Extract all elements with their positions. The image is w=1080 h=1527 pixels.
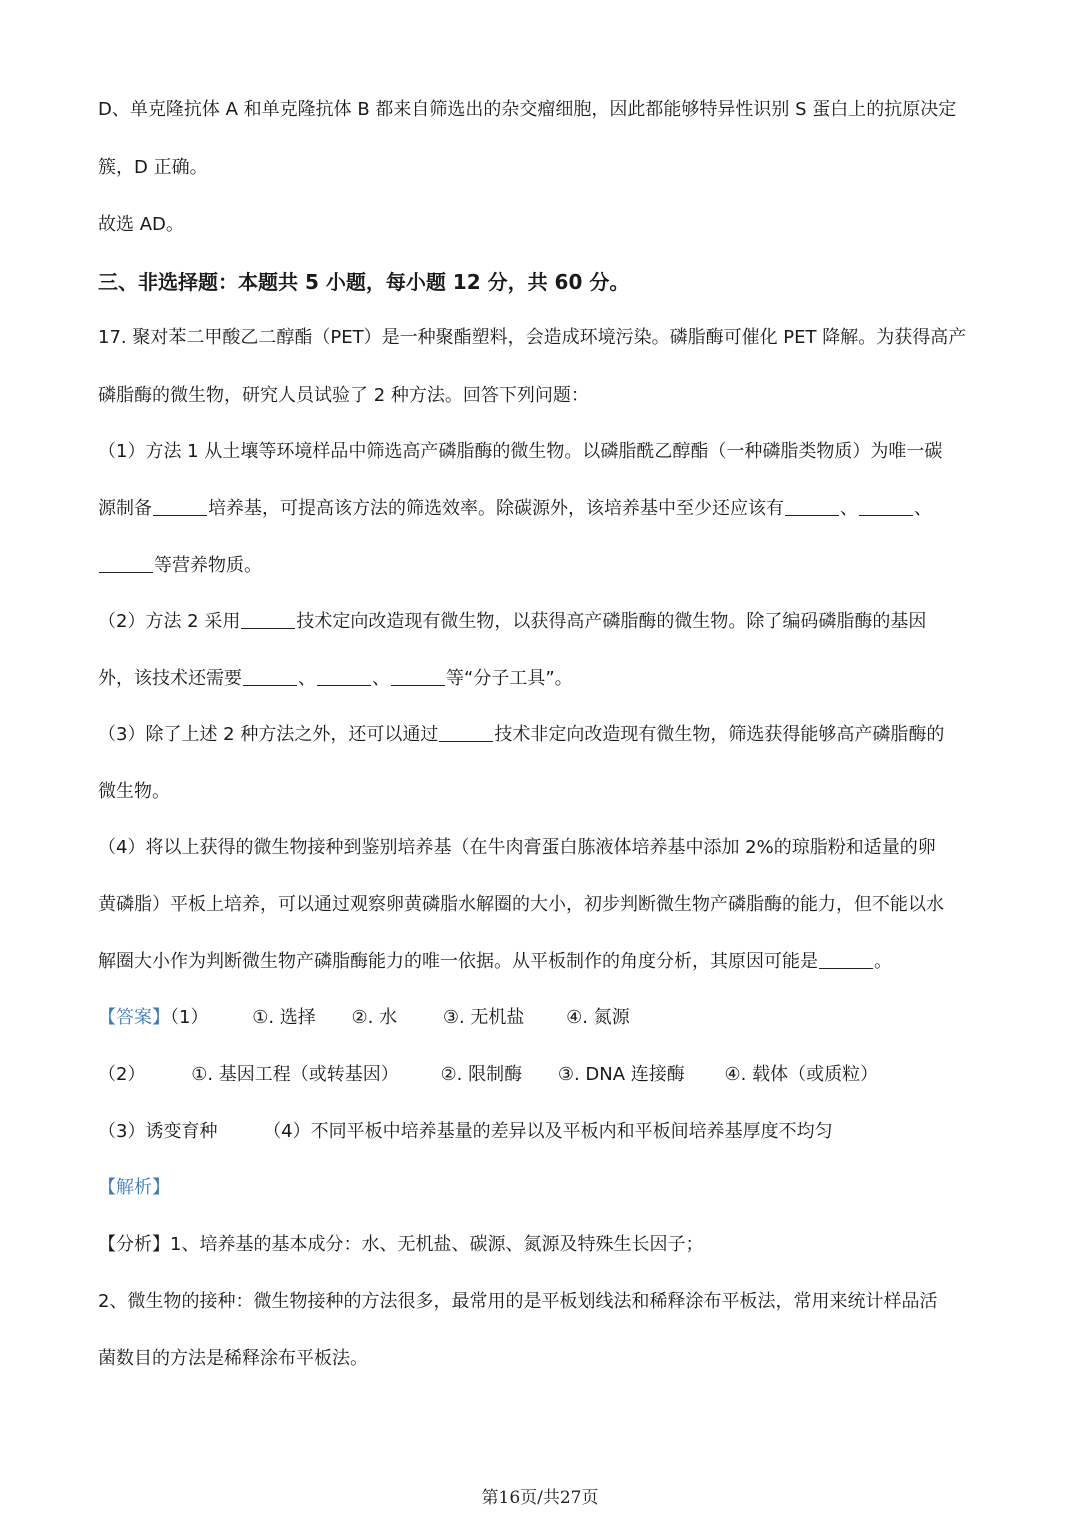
answer-1-number: （1） <box>170 1007 209 1028</box>
answer-3: （3）诱变育种 <box>98 1121 218 1142</box>
part-1-text-d: 、 <box>914 498 932 519</box>
part-4-line-3 <box>98 950 988 974</box>
answer-blank <box>819 950 873 969</box>
answer-2-item: ④. 载体（或质粒） <box>724 1064 879 1085</box>
answer-line-3 <box>98 1120 988 1144</box>
section-heading: 三、非选择题：本题共 5 小题，每小题 12 分，共 60 分。 <box>98 270 630 294</box>
analysis-line-1: 【分析】1、培养基的基本成分：水、无机盐、碳源、氮源及特殊生长因子； <box>98 1234 704 1255</box>
answer-2-item: ①. 基因工程（或转基因） <box>191 1064 399 1085</box>
answer-line-2 <box>98 1063 988 1087</box>
option-d-line-1: D、单克隆抗体 A 和单克隆抗体 B 都来自筛选出的杂交瘤细胞，因此都能够特异性识别 S 蛋白上的抗原决定 <box>98 99 957 120</box>
part-3-line-2: 微生物。 <box>98 781 170 802</box>
part-2-text-d: 、 <box>298 668 316 689</box>
answer-blank <box>391 667 445 686</box>
choose-ad: 故选 AD。 <box>98 214 184 235</box>
question-17-line-2: 磷脂酶的微生物，研究人员试验了 2 种方法。回答下列问题： <box>98 385 589 406</box>
answer-blank <box>241 610 295 629</box>
part-2-text-c: 外，该技术还需要 <box>98 668 242 689</box>
question-17-line-1: 17. 聚对苯二甲酸乙二醇酯（PET）是一种聚酯塑料，会造成环境污染。磷脂酶可催化 PET 降解。为获得高产 <box>98 327 967 348</box>
answer-2-item: ②. 限制酶 <box>440 1064 523 1085</box>
answer-blank <box>317 667 371 686</box>
answer-blank <box>243 667 297 686</box>
part-4-text-a: 解圈大小作为判断微生物产磷脂酶能力的唯一依据。从平板制作的角度分析，其原因可能是 <box>98 951 818 972</box>
part-2-text-b: 技术定向改造现有微生物，以获得高产磷脂酶的微生物。除了编码磷脂酶的基因 <box>296 611 927 632</box>
analysis-label: 【解析】 <box>98 1177 170 1198</box>
answer-blank <box>439 723 493 742</box>
part-1-text-c: 、 <box>840 498 858 519</box>
answer-1-item: ③. 无机盐 <box>442 1007 525 1028</box>
answer-2-item: ③. DNA 连接酶 <box>557 1064 685 1085</box>
answer-4: （4）不同平板中培养基量的差异以及平板内和平板间培养基厚度不均匀 <box>263 1121 833 1142</box>
analysis-line-2: 2、微生物的接种：微生物接种的方法很多，最常用的是平板划线法和稀释涂布平板法，常用来统计样品活 <box>98 1291 938 1312</box>
answer-blank <box>859 497 913 516</box>
option-d-line-2: 簇，D 正确。 <box>98 157 208 178</box>
answer-blank <box>99 554 153 573</box>
part-4-text-b: 。 <box>874 951 892 972</box>
answer-1-item: ④. 氮源 <box>566 1007 630 1028</box>
part-1-text-b: 培养基，可提高该方法的筛选效率。除碳源外，该培养基中至少还应该有 <box>208 498 784 519</box>
page-footer: 第16页/共27页 <box>481 1488 599 1508</box>
part-3-line-1 <box>98 723 988 747</box>
answer-blank <box>785 497 839 516</box>
part-2-text-a: （2）方法 2 采用 <box>98 611 241 632</box>
part-4-line-2: 黄磷脂）平板上培养，可以通过观察卵黄磷脂水解圈的大小，初步判断微生物产磷脂酶的能力，但不能以水 <box>98 894 944 915</box>
part-1-line-2 <box>98 497 988 521</box>
part-4-line-1: （4）将以上获得的微生物接种到鉴别培养基（在牛肉膏蛋白胨液体培养基中添加 2%的琼脂粉和适量的卵 <box>98 837 936 858</box>
answer-line-1 <box>98 1006 988 1030</box>
part-2-text-f: 等“分子工具”。 <box>446 668 573 689</box>
answer-2-number: （2） <box>98 1064 146 1085</box>
answer-1-item: ①. 选择 <box>252 1007 316 1028</box>
part-1-text-e: 等营养物质。 <box>154 555 262 576</box>
part-3-text-b: 技术非定向改造现有微生物，筛选获得能够高产磷脂酶的 <box>494 724 945 745</box>
answer-1-item: ②. 水 <box>351 1007 398 1028</box>
part-2-line-2 <box>98 667 988 691</box>
part-3-text-a: （3）除了上述 2 种方法之外，还可以通过 <box>98 724 439 745</box>
part-1-line-1: （1）方法 1 从土壤等环境样品中筛选高产磷脂酶的微生物。以磷脂酰乙醇酯（一种磷脂类物质）为唯一碳 <box>98 441 943 462</box>
part-2-text-e: 、 <box>372 668 390 689</box>
part-1-text-a: 源制备 <box>98 498 152 519</box>
answer-label: 【答案】 <box>98 1007 170 1028</box>
part-2-line-1 <box>98 610 988 634</box>
answer-blank <box>153 497 207 516</box>
part-1-line-3 <box>98 554 988 578</box>
analysis-line-3: 菌数目的方法是稀释涂布平板法。 <box>98 1348 368 1369</box>
